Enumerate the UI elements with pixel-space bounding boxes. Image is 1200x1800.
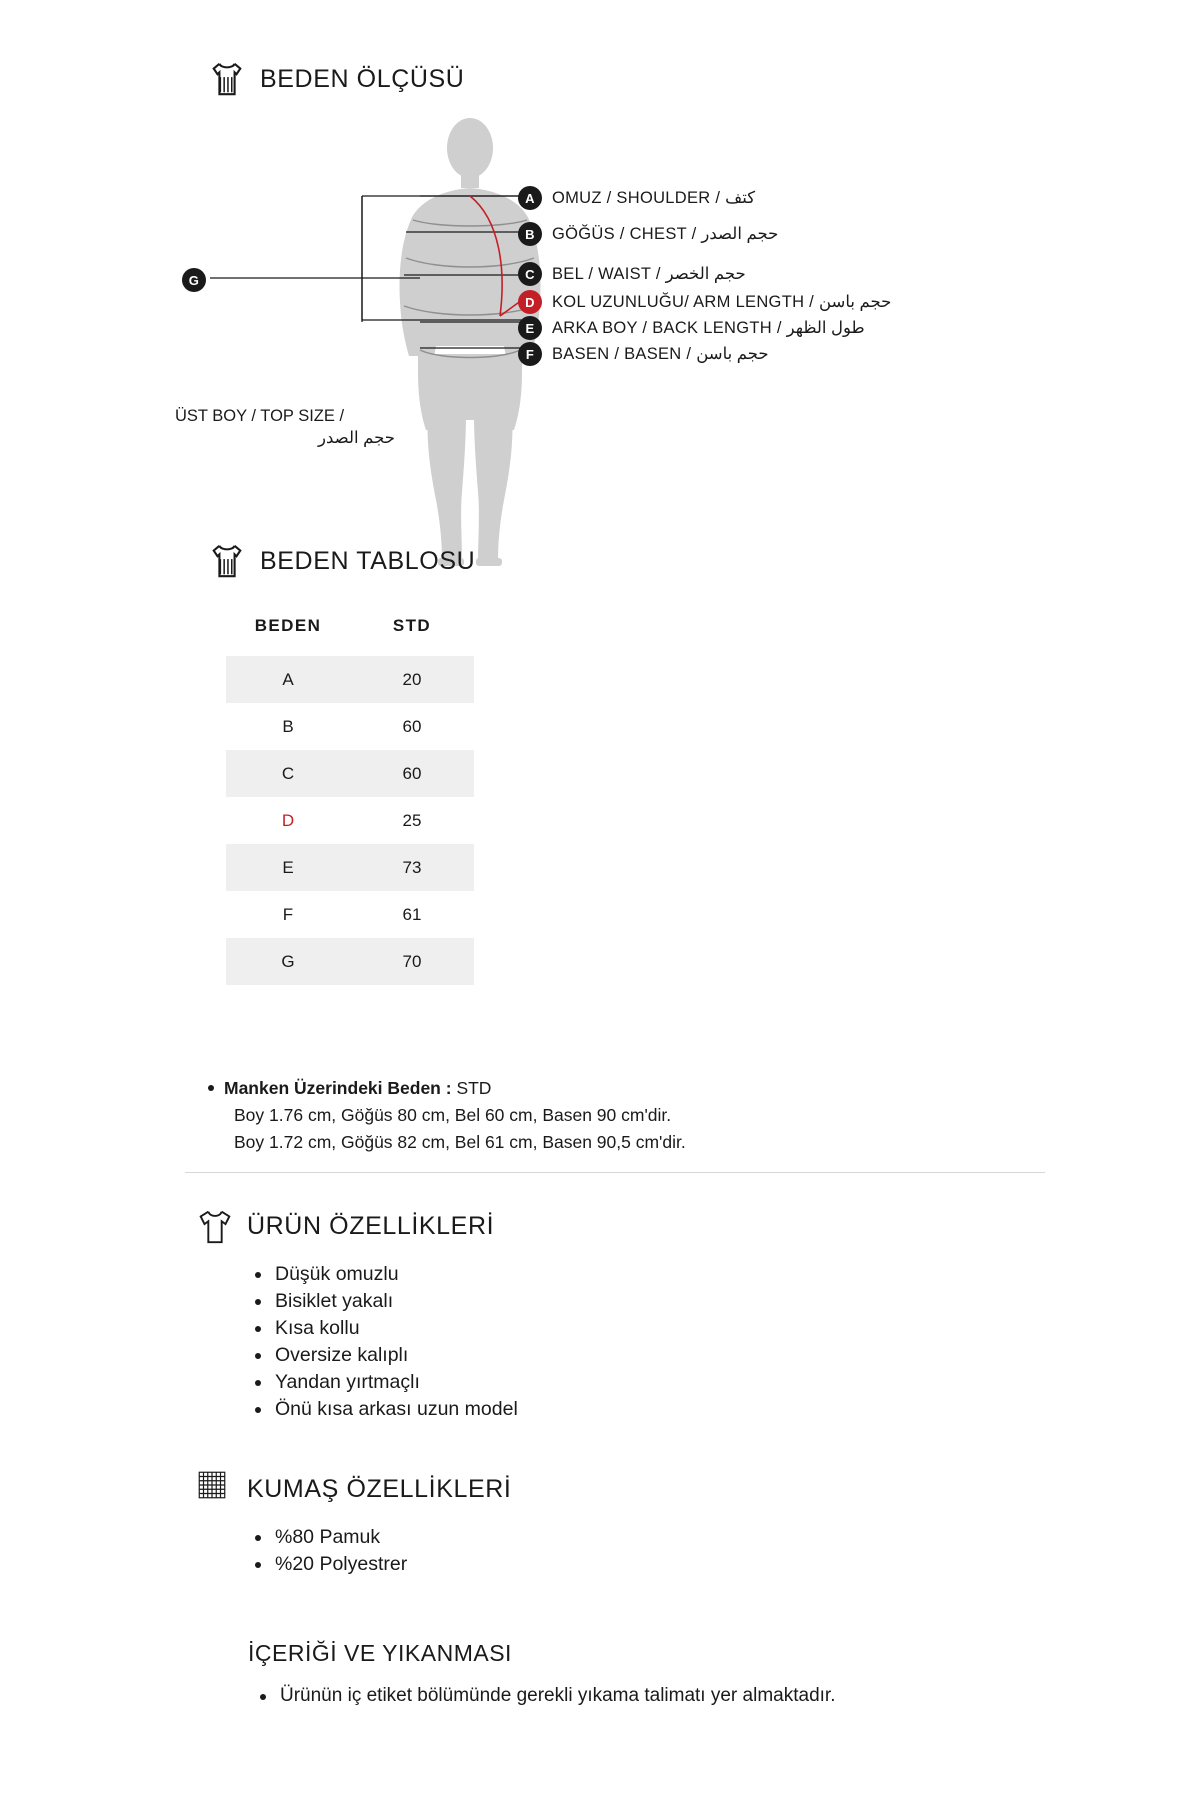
size-table-title: BEDEN TABLOSU xyxy=(260,546,476,575)
list-item: Oversize kalıplı xyxy=(255,1342,1015,1369)
row-value: 20 xyxy=(350,656,474,703)
fabric-features-heading xyxy=(195,1468,1015,1510)
washing-title: İÇERİĞİ VE YIKANMASI xyxy=(248,1640,512,1666)
list-item: %20 Polyestrer xyxy=(255,1551,1015,1578)
list-item: Düşük omuzlu xyxy=(255,1261,1015,1288)
row-value: 25 xyxy=(402,810,422,830)
row-code: D xyxy=(281,810,295,830)
tshirt-icon xyxy=(195,1205,233,1247)
legend-label-g-line1: ÜST BOY / TOP SIZE / xyxy=(175,407,345,425)
legend-marker-g-wrap xyxy=(182,268,216,292)
product-features-title: ÜRÜN ÖZELLİKLERİ xyxy=(247,1211,495,1240)
table-header-row xyxy=(226,608,474,656)
legend-label-c: BEL / WAIST / حجم الخصر xyxy=(552,265,746,283)
fabric-swatch-icon xyxy=(195,1468,233,1510)
product-features-list xyxy=(195,1261,1015,1422)
row-code: E xyxy=(226,844,350,891)
legend-marker-b: B xyxy=(518,222,542,246)
legend-label-d: KOL UZUNLUĞU/ ARM LENGTH / حجم باسن xyxy=(552,293,892,311)
model-size-line xyxy=(208,1075,1028,1102)
size-table-section xyxy=(208,540,1008,985)
legend-label-e: ARKA BOY / BACK LENGTH / طول الظهر xyxy=(552,319,865,337)
list-item: Önü kısa arkası uzun model xyxy=(255,1396,1015,1423)
row-code: B xyxy=(282,716,294,736)
legend-label-f: BASEN / BASEN / حجم باسن xyxy=(552,345,769,363)
legend-item-d xyxy=(518,290,891,314)
legend-label-a: OMUZ / SHOULDER / كتف xyxy=(552,189,756,207)
list-item: Yandan yırtmaçlı xyxy=(255,1369,1015,1396)
size-table-heading xyxy=(208,540,1008,582)
legend-item-b xyxy=(518,222,778,246)
fabric-features-list xyxy=(195,1524,1015,1578)
table-row xyxy=(226,703,474,750)
row-value: 70 xyxy=(350,938,474,985)
row-value: 60 xyxy=(350,750,474,797)
table-row xyxy=(226,750,474,797)
table-row xyxy=(226,797,474,844)
table-row xyxy=(226,844,474,891)
legend-marker-c: C xyxy=(518,262,542,286)
row-code: C xyxy=(226,750,350,797)
row-code: F xyxy=(282,904,294,924)
legend-item-e xyxy=(518,316,865,340)
model-measure-line-1: Boy 1.76 cm, Göğüs 80 cm, Bel 60 cm, Basen 90 cm'dir. xyxy=(234,1105,672,1126)
list-item: %80 Pamuk xyxy=(255,1524,1015,1551)
table-row xyxy=(226,891,474,938)
model-size-label: Manken Üzerindeki Beden : xyxy=(224,1078,452,1098)
size-table xyxy=(226,608,474,985)
table-row xyxy=(226,656,474,703)
legend-marker-d: D xyxy=(518,290,542,314)
row-value: 73 xyxy=(350,844,474,891)
washing-section xyxy=(248,1640,1068,1709)
product-features-heading xyxy=(195,1205,1015,1247)
row-value: 61 xyxy=(402,904,422,924)
table-header-std: STD xyxy=(392,616,432,635)
legend-label-b: GÖĞÜS / CHEST / حجم الصدر xyxy=(552,225,779,243)
legend-marker-a: A xyxy=(518,186,542,210)
bullet-dot xyxy=(208,1085,214,1091)
mannequin-diagram xyxy=(170,110,1170,580)
list-item: Ürünün iç etiket bölümünde gerekli yıkama talimatı yer almaktadır. xyxy=(260,1683,980,1709)
washing-list xyxy=(248,1683,1068,1709)
fabric-features-section xyxy=(195,1468,1015,1578)
model-measure-line-2: Boy 1.72 cm, Göğüs 82 cm, Bel 61 cm, Basen 90,5 cm'dir. xyxy=(234,1132,686,1153)
legend-marker-e: E xyxy=(518,316,542,340)
tshirt-icon xyxy=(208,58,246,100)
legend-marker-f: F xyxy=(518,342,542,366)
table-row xyxy=(226,938,474,985)
legend-item-f xyxy=(518,342,769,366)
row-code: G xyxy=(226,938,350,985)
legend-item-a xyxy=(518,186,755,210)
table-header-beden: BEDEN xyxy=(254,616,322,635)
model-notes xyxy=(208,1075,1028,1156)
row-value: 60 xyxy=(402,716,422,736)
legend-item-c xyxy=(518,262,746,286)
legend-label-g-line2: حجم الصدر xyxy=(318,429,395,448)
size-measure-section xyxy=(208,58,1008,100)
list-item: Bisiklet yakalı xyxy=(255,1288,1015,1315)
size-measure-title: BEDEN ÖLÇÜSÜ xyxy=(260,64,465,93)
product-features-section xyxy=(195,1205,1015,1422)
row-code: A xyxy=(226,656,350,703)
model-size-value: STD xyxy=(456,1078,492,1098)
size-measure-heading xyxy=(208,58,1008,100)
list-item: Kısa kollu xyxy=(255,1315,1015,1342)
legend-marker-g: G xyxy=(182,268,206,292)
tshirt-icon xyxy=(208,540,246,582)
legend-label-g xyxy=(175,405,395,450)
section-divider xyxy=(185,1172,1045,1173)
fabric-features-title: KUMAŞ ÖZELLİKLERİ xyxy=(247,1474,512,1503)
